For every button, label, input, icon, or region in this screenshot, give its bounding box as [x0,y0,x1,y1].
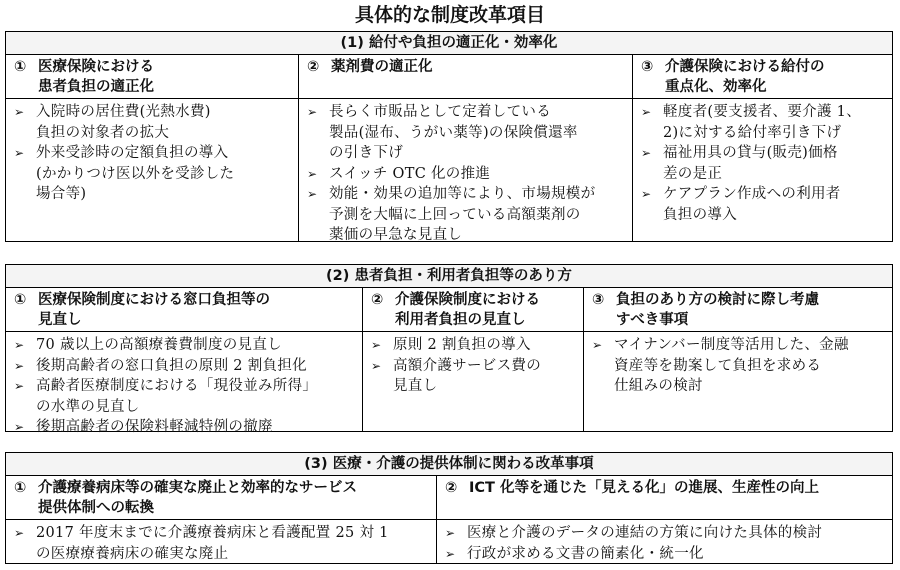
column-items [363,332,583,399]
list-item [445,544,886,565]
list-item-text: 後期高齢者の保険料軽減特例の撤廃 [36,419,273,435]
column-heading [633,55,892,99]
section-heading: (2) 患者負担・利用者負担等のあり方 [6,265,892,288]
column-heading [363,288,583,332]
list-item-text: 福祉用具の貸与(販売)価格 差の是正 [663,145,838,182]
column-items [6,520,436,566]
list-item [14,376,356,417]
list-item [307,184,626,246]
column-heading [299,55,632,99]
list-item-text: ケアプラン作成への利用者 負担の導入 [663,186,841,223]
column-heading-text: 薬剤費の適正化 [331,59,433,75]
item-number: ③ [641,59,654,75]
list-item [307,102,626,164]
list-item-text: 効能・効果の追加等により、市場規模が 予測を大幅に上回っている高額薬剤の 薬価の早急な見直し [329,186,596,243]
column-care-insurance [633,55,892,241]
column-medical-copay [6,55,299,241]
column-heading-text: 介護保険制度における 利用者負担の見直し [395,292,540,328]
list-item-text: 入院時の居住費(光熱水費) 負担の対象者の拡大 [36,104,211,141]
column-heading [6,288,362,332]
list-item-text: 医療と介護のデータの連結の方策に向けた具体的検討 [467,525,823,541]
list-item [14,356,356,377]
column-care-copay-review [363,288,584,431]
column-heading-text: 医療保険制度における窓口負担等の 見直し [38,292,270,328]
list-item-text: 後期高齢者の窓口負担の原則 2 割負担化 [36,357,307,374]
column-heading [437,476,892,520]
list-item [641,184,886,225]
arrowhead-bullet-icon: ➢ [445,526,456,540]
column-heading [6,55,298,99]
list-item-text: 70 歳以上の高額療養費制度の見直し [36,337,282,353]
list-item [14,102,292,143]
column-items [633,99,892,227]
item-number: ① [14,59,27,75]
section-patient-burden [5,264,893,435]
column-ict-visualization [437,476,892,563]
list-item [445,523,886,544]
item-number: ② [445,480,458,496]
item-number: ① [14,480,27,496]
column-heading [6,476,436,520]
section-heading: (3) 医療・介護の提供体制に関わる改革事項 [6,453,892,476]
list-item [14,335,356,356]
list-item-text: 軽度者(要支援者、要介護 1、 2)に対する給付率引き下げ [663,104,861,141]
arrowhead-bullet-icon: ➢ [14,379,25,393]
column-drug-cost [299,55,633,241]
list-item-text: 外来受診時の定額負担の導入 (かかりつけ医以外を受診した 場合等) [36,145,235,202]
arrowhead-bullet-icon: ➢ [14,420,25,434]
section-heading: (1) 給付や負担の適正化・効率化 [6,32,892,55]
list-item [641,102,886,143]
arrowhead-bullet-icon: ➢ [14,526,25,540]
column-items [437,520,892,566]
arrowhead-bullet-icon: ➢ [641,146,652,160]
column-heading-text: 医療保険における 患者負担の適正化 [38,59,154,95]
list-item-text: 行政が求める文書の簡素化・統一化 [467,545,704,562]
column-items [584,332,892,399]
column-items [6,332,362,440]
arrowhead-bullet-icon: ➢ [445,546,456,561]
arrowhead-bullet-icon: ➢ [641,105,652,119]
arrowhead-bullet-icon: ➢ [14,338,25,352]
column-medical-copay-review [6,288,363,435]
column-items [6,99,298,207]
list-item [641,143,886,184]
item-number: ① [14,292,27,308]
column-items [299,99,632,248]
arrowhead-bullet-icon: ➢ [371,338,382,352]
item-number: ② [307,59,320,75]
column-sanatorium-abolition [6,476,437,563]
column-heading-text: ICT 化等を通じた「見える化」の進展、生産性の向上 [469,480,819,496]
list-item-text: マイナンバー制度等活用した、金融 資産等を勘案して負担を求める 仕組みの検討 [614,337,849,394]
column-heading [584,288,892,332]
arrowhead-bullet-icon: ➢ [14,146,25,160]
item-number: ② [371,292,384,308]
section-care-delivery [5,452,893,564]
section-benefit-optimization [5,31,893,242]
list-item-text: 高齢者医療制度における「現役並み所得」 の水準の見直し [36,378,318,415]
list-item [14,143,292,205]
list-item [592,335,886,397]
arrowhead-bullet-icon: ➢ [307,187,318,201]
column-heading-text: 負担のあり方の検討に際し考慮 すべき事項 [616,292,819,328]
page-title: 具体的な制度改革項目 [354,4,545,26]
item-number: ③ [592,292,605,308]
list-item [371,335,577,356]
column-considerations [584,288,892,431]
column-heading-text: 介護療養病床等の確実な廃止と効率的なサービス 提供体制への転換 [38,480,357,516]
list-item [371,356,577,397]
arrowhead-bullet-icon: ➢ [641,187,652,201]
list-item-text: スイッチ OTC 化の推進 [329,165,491,182]
column-heading-text: 介護保険における給付の 重点化、効率化 [665,59,825,95]
arrowhead-bullet-icon: ➢ [14,358,25,373]
arrowhead-bullet-icon: ➢ [14,105,25,119]
arrowhead-bullet-icon: ➢ [592,338,603,352]
list-item [14,417,356,438]
arrowhead-bullet-icon: ➢ [307,105,318,119]
list-item [307,164,626,185]
list-item-text: 長らく市販品として定着している 製品(湿布、うがい薬等)の保険償還率 の引き下げ [329,104,578,161]
list-item [14,523,430,564]
arrowhead-bullet-icon: ➢ [307,166,318,181]
list-item-text: 原則 2 割負担の導入 [393,337,531,353]
list-item-text: 高額介護サービス費の 見直し [393,357,541,394]
list-item-text: 2017 年度末までに介護療養病床と看護配置 25 対 1 の医療療養病床の確実な廃止 [36,525,389,562]
arrowhead-bullet-icon: ➢ [371,358,382,373]
